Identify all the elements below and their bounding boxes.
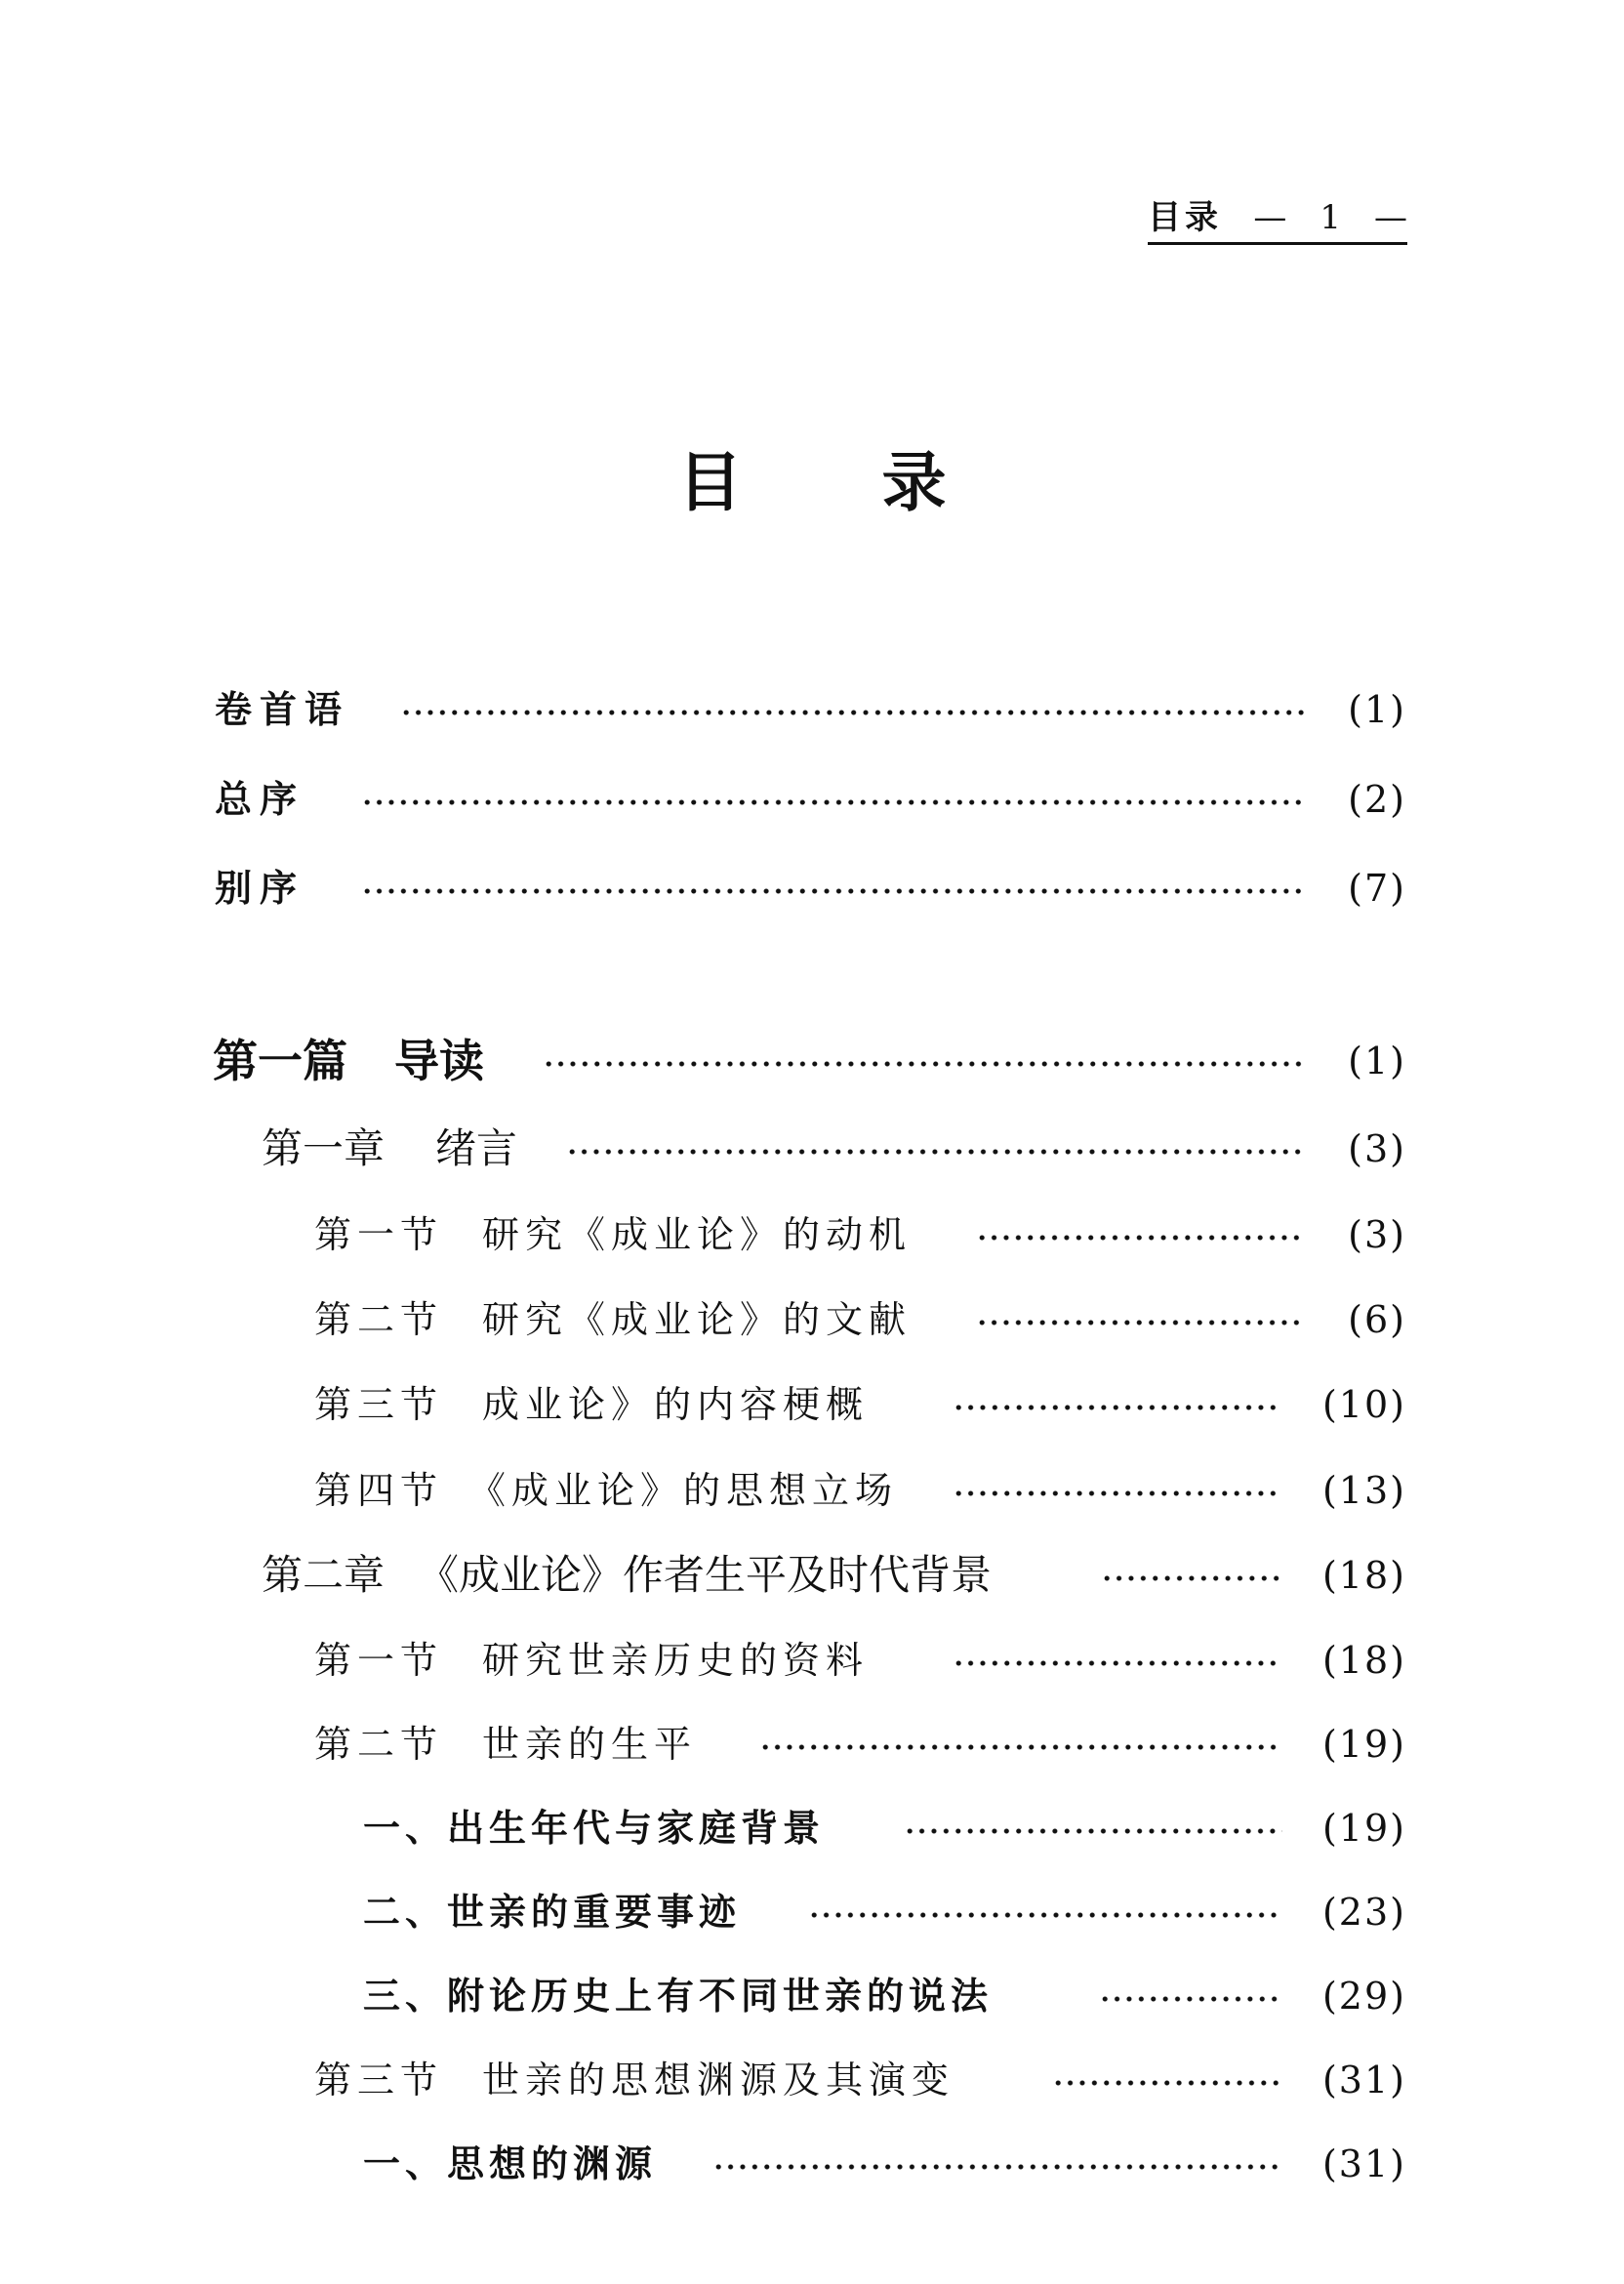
toc-entry-front-2[interactable] [0,770,1624,829]
toc-entry-label [262,1546,992,1605]
toc-entry-number: 第一篇 [213,1035,347,1087]
toc-entry-section-3[interactable] [0,1375,1624,1434]
toc-entry-title: 成业论》的内容梗概 [482,1383,870,1426]
toc-entry-number: 第一章 [262,1124,386,1172]
toc-page-number: (19) [1321,1807,1406,1850]
toc-entry-title: 研究《成业论》的文献 [482,1298,913,1341]
toc-entry-number: 第四节 [314,1469,444,1512]
toc-entry-title: 《成业论》作者生平及时代背景 [418,1551,993,1599]
toc-entry-title: 一、出生年代与家庭背景 [363,1807,826,1850]
toc-entry-label [314,1290,912,1349]
toc-entry-part-1[interactable] [0,1032,1624,1090]
toc-entry-front-3[interactable] [0,859,1624,918]
toc-entry-title: 世亲的生平 [482,1723,698,1766]
dot-leader [361,871,1306,912]
dot-leader [953,1643,1282,1684]
toc-page-number: (31) [1321,2142,1406,2185]
page-number: 1 [1320,198,1341,237]
toc-entry-label [314,1375,869,1434]
toc-page-number: (10) [1321,1383,1406,1426]
toc-entry-number: 第三节 [314,1383,444,1426]
toc-entry-title: 绪言 [435,1124,518,1172]
toc-entry-item-1[interactable] [0,1799,1624,1857]
toc-entry-label [213,1032,484,1090]
toc-entry-title: 研究《成业论》的动机 [482,1213,913,1256]
toc-page-number: (6) [1348,1298,1406,1341]
toc-entry-item-3[interactable] [0,1967,1624,2025]
toc-page-number: (2) [1348,778,1406,821]
dot-leader [976,1302,1306,1343]
toc-entry-section-7[interactable] [0,2051,1624,2109]
dot-leader [808,1895,1282,1936]
dot-leader [976,1217,1306,1258]
toc-entry-label: 别序 [215,867,305,910]
toc-page-number: (7) [1348,867,1406,910]
toc-entry-section-5[interactable] [0,1631,1624,1690]
dot-leader [953,1387,1282,1428]
toc-entry-number: 第一节 [314,1213,444,1256]
dot-leader [712,2146,1282,2187]
toc-entry-number: 第二章 [262,1551,386,1599]
dot-leader [759,1727,1282,1768]
dot-leader [361,782,1306,823]
toc-entry-section-1[interactable] [0,1205,1624,1264]
toc-entry-section-6[interactable] [0,1715,1624,1774]
toc-page-number: (19) [1321,1723,1406,1766]
toc-entry-number: 第二节 [314,1298,444,1341]
toc-entry-title: 一、思想的渊源 [363,2142,658,2185]
toc-entry-label: 卷首语 [215,688,350,731]
toc-entry-title: 二、世亲的重要事迹 [363,1891,742,1934]
dot-leader [400,692,1306,733]
toc-entry-title: 三、附论历史上有不同世亲的说法 [363,1975,994,2018]
toc-entry-chapter-1[interactable] [0,1120,1624,1178]
toc-entry-number: 第三节 [314,2059,444,2101]
dash-left: — [1253,198,1287,237]
toc-entry-label [314,1715,697,1774]
dot-leader [953,1473,1282,1514]
toc-page-number: (3) [1348,1213,1406,1256]
dot-leader [904,1811,1282,1852]
toc-page-number: (29) [1321,1975,1406,2018]
toc-entry-number: 第一节 [314,1639,444,1682]
toc-page-number: (18) [1321,1554,1406,1597]
toc-entry-title: 导读 [394,1035,484,1087]
toc-entry-title: 研究世亲历史的资料 [482,1639,870,1682]
toc-page-number: (23) [1321,1891,1406,1934]
toc-entry-section-2[interactable] [0,1290,1624,1349]
toc-page-number: (1) [1348,1040,1406,1082]
toc-page-number: (13) [1321,1469,1406,1512]
toc-entry-label [314,1461,898,1520]
toc-entry-title: 世亲的思想渊源及其演变 [482,2059,955,2101]
running-header [1148,195,1407,245]
toc-page-number: (18) [1321,1639,1406,1682]
toc-entry-section-4[interactable] [0,1461,1624,1520]
toc-entry-label [314,1631,869,1690]
toc-entry-label [314,1205,912,1264]
toc-entry-item-4[interactable] [0,2135,1624,2193]
running-header-title: 目录 [1148,198,1222,237]
toc-page-number: (3) [1348,1127,1406,1170]
toc-entry-number: 第二节 [314,1723,444,1766]
toc-entry-label: 总序 [215,778,305,821]
page-title: 目 录 [677,445,1005,520]
toc-entry-front-1[interactable] [0,680,1624,739]
dot-leader [1052,2062,1282,2103]
toc-page-number: (31) [1321,2059,1406,2101]
dot-leader [1101,1558,1282,1599]
dash-right: — [1374,198,1407,237]
dot-leader [566,1131,1306,1172]
toc-entry-label [262,1120,517,1178]
toc-page-number: (1) [1348,688,1406,731]
toc-entry-item-2[interactable] [0,1883,1624,1941]
dot-leader [543,1043,1306,1084]
dot-leader [1099,1978,1282,2019]
running-header-page-number [1253,195,1407,240]
toc-entry-label [314,2051,954,2109]
toc-entry-title: 《成业论》的思想立场 [468,1469,899,1512]
toc-entry-chapter-2[interactable] [0,1546,1624,1605]
